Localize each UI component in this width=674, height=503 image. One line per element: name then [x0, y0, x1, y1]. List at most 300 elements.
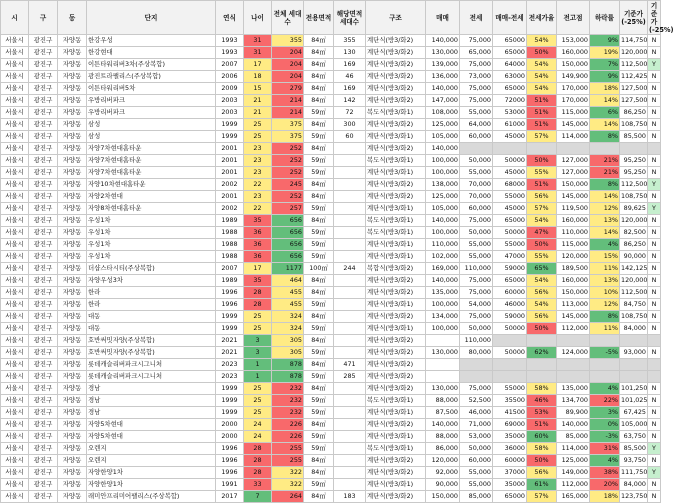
cell-district[interactable]: 광진구	[29, 191, 58, 203]
cell-flag[interactable]: N	[648, 455, 661, 467]
cell-ratio[interactable]: 46%	[527, 395, 557, 407]
cell-district[interactable]: 광진구	[29, 443, 58, 455]
cell-flag[interactable]: N	[648, 155, 661, 167]
cell-year[interactable]: 2017	[216, 491, 244, 503]
cell-year[interactable]: 1988	[216, 239, 244, 251]
cell-units[interactable]: 305	[272, 335, 304, 347]
cell-complex[interactable]: 삼성	[87, 119, 216, 131]
cell-age[interactable]: 28	[244, 455, 272, 467]
table-row[interactable]	[1, 227, 661, 239]
cell-dong[interactable]: 자양동	[58, 239, 87, 251]
cell-ratio[interactable]: 54%	[527, 215, 557, 227]
cell-flag[interactable]: N	[648, 299, 661, 311]
cell-jeonse[interactable]: 50,000	[460, 155, 493, 167]
cell-gap[interactable]: 65000	[493, 275, 527, 287]
cell-year[interactable]: 2003	[216, 107, 244, 119]
cell-units[interactable]: 324	[272, 311, 304, 323]
cell-jeonse[interactable]: 80,000	[460, 347, 493, 359]
cell-units[interactable]: 1177	[272, 263, 304, 275]
cell-area-units[interactable]	[334, 431, 366, 443]
cell-flag[interactable]: Y	[648, 179, 661, 191]
cell-age[interactable]: 7	[244, 491, 272, 503]
cell-drop[interactable]: 20%	[590, 479, 620, 491]
table-row[interactable]	[1, 479, 661, 491]
column-header[interactable]: 매매	[426, 1, 460, 35]
cell-drop[interactable]: 4%	[590, 455, 620, 467]
cell-jeonse[interactable]: 54,000	[460, 299, 493, 311]
cell-district[interactable]: 광진구	[29, 359, 58, 371]
cell-drop[interactable]: 3%	[590, 407, 620, 419]
cell-gap[interactable]: 53000	[493, 107, 527, 119]
cell-year[interactable]: 1989	[216, 275, 244, 287]
cell-ratio[interactable]: 57%	[527, 203, 557, 215]
cell-structure[interactable]: 복도식(방3/화1)	[366, 155, 426, 167]
cell-area-units[interactable]	[334, 335, 366, 347]
cell-city[interactable]: 서울시	[1, 263, 29, 275]
cell-ratio[interactable]: 53%	[527, 407, 557, 419]
cell-area[interactable]: 59㎡	[304, 431, 334, 443]
cell-base[interactable]: 120,000	[620, 47, 648, 59]
cell-jeonse[interactable]: 75,000	[460, 287, 493, 299]
cell-area[interactable]: 84㎡	[304, 287, 334, 299]
cell-gap[interactable]: 68000	[493, 179, 527, 191]
cell-dong[interactable]: 자양동	[58, 107, 87, 119]
cell-base[interactable]: 108,750	[620, 311, 648, 323]
cell-flag[interactable]: Y	[648, 443, 661, 455]
cell-age[interactable]: 21	[244, 107, 272, 119]
cell-ratio[interactable]	[527, 359, 557, 371]
cell-gap[interactable]: 55000	[493, 239, 527, 251]
cell-age[interactable]: 28	[244, 287, 272, 299]
cell-units[interactable]: 204	[272, 59, 304, 71]
cell-area[interactable]: 59㎡	[304, 347, 334, 359]
cell-units[interactable]: 455	[272, 287, 304, 299]
cell-units[interactable]: 255	[272, 443, 304, 455]
cell-gap[interactable]: 63000	[493, 71, 527, 83]
cell-dong[interactable]: 자양동	[58, 347, 87, 359]
cell-peak[interactable]: 110,000	[557, 227, 590, 239]
cell-drop[interactable]: 14%	[590, 95, 620, 107]
cell-sale[interactable]: 140,000	[426, 83, 460, 95]
cell-peak[interactable]: 170,000	[557, 83, 590, 95]
cell-jeonse[interactable]: 70,000	[460, 191, 493, 203]
cell-area[interactable]: 59㎡	[304, 167, 334, 179]
cell-units[interactable]: 656	[272, 215, 304, 227]
table-row[interactable]	[1, 203, 661, 215]
cell-jeonse[interactable]: 73,000	[460, 71, 493, 83]
cell-area[interactable]: 100㎡	[304, 263, 334, 275]
cell-complex[interactable]: 자양한양1차	[87, 467, 216, 479]
cell-jeonse[interactable]: 50,000	[460, 323, 493, 335]
cell-units[interactable]: 455	[272, 299, 304, 311]
table-row[interactable]	[1, 419, 661, 431]
cell-area[interactable]: 84㎡	[304, 467, 334, 479]
cell-year[interactable]: 2007	[216, 263, 244, 275]
cell-jeonse[interactable]: 75,000	[460, 311, 493, 323]
cell-area-units[interactable]	[334, 215, 366, 227]
cell-jeonse[interactable]: 75,000	[460, 383, 493, 395]
cell-sale[interactable]: 130,000	[426, 47, 460, 59]
cell-area[interactable]: 59㎡	[304, 203, 334, 215]
table-row[interactable]	[1, 491, 661, 503]
cell-peak[interactable]: 113,000	[557, 299, 590, 311]
cell-jeonse[interactable]: 71,000	[460, 419, 493, 431]
cell-city[interactable]: 서울시	[1, 275, 29, 287]
cell-year[interactable]: 1996	[216, 443, 244, 455]
cell-base[interactable]: 93,750	[620, 455, 648, 467]
cell-city[interactable]: 서울시	[1, 83, 29, 95]
cell-sale[interactable]: 125,000	[426, 191, 460, 203]
cell-jeonse[interactable]: 55,000	[460, 479, 493, 491]
cell-district[interactable]: 광진구	[29, 491, 58, 503]
cell-age[interactable]: 24	[244, 431, 272, 443]
cell-units[interactable]: 252	[272, 167, 304, 179]
cell-flag[interactable]: N	[648, 239, 661, 251]
cell-peak[interactable]: 150,000	[557, 59, 590, 71]
cell-year[interactable]: 2006	[216, 71, 244, 83]
cell-area-units[interactable]	[334, 455, 366, 467]
cell-ratio[interactable]: 54%	[527, 59, 557, 71]
cell-area[interactable]: 59㎡	[304, 407, 334, 419]
table-row[interactable]	[1, 251, 661, 263]
column-header[interactable]: 나이	[244, 1, 272, 35]
table-row[interactable]	[1, 35, 661, 47]
cell-city[interactable]: 서울시	[1, 47, 29, 59]
cell-year[interactable]: 1999	[216, 323, 244, 335]
cell-drop[interactable]: 18%	[590, 83, 620, 95]
cell-base[interactable]: 111,750	[620, 467, 648, 479]
cell-dong[interactable]: 자양동	[58, 299, 87, 311]
cell-area-units[interactable]: 130	[334, 47, 366, 59]
cell-dong[interactable]: 자양동	[58, 131, 87, 143]
cell-base[interactable]: 120,000	[620, 275, 648, 287]
cell-dong[interactable]: 자양동	[58, 335, 87, 347]
table-row[interactable]	[1, 179, 661, 191]
cell-peak[interactable]: 149,900	[557, 71, 590, 83]
cell-area[interactable]: 59㎡	[304, 323, 334, 335]
cell-peak[interactable]: 135,000	[557, 383, 590, 395]
cell-structure[interactable]: 계단식(방3/화2)	[366, 59, 426, 71]
cell-age[interactable]: 28	[244, 443, 272, 455]
cell-gap[interactable]: 37000	[493, 467, 527, 479]
cell-age[interactable]: 17	[244, 263, 272, 275]
cell-dong[interactable]: 자양동	[58, 371, 87, 383]
cell-year[interactable]: 1999	[216, 119, 244, 131]
cell-city[interactable]: 서울시	[1, 215, 29, 227]
cell-year[interactable]: 1991	[216, 479, 244, 491]
cell-dong[interactable]: 자양동	[58, 443, 87, 455]
cell-structure[interactable]: 계단식(방3/화2)	[366, 311, 426, 323]
cell-base[interactable]: 89,625	[620, 203, 648, 215]
cell-year[interactable]: 1988	[216, 227, 244, 239]
cell-area-units[interactable]	[334, 155, 366, 167]
cell-base[interactable]: 85,500	[620, 131, 648, 143]
cell-area[interactable]: 84㎡	[304, 383, 334, 395]
cell-drop[interactable]: 21%	[590, 155, 620, 167]
cell-complex[interactable]: 자양5차현대	[87, 419, 216, 431]
cell-city[interactable]: 서울시	[1, 455, 29, 467]
cell-base[interactable]: 84,750	[620, 299, 648, 311]
cell-ratio[interactable]	[527, 335, 557, 347]
cell-units[interactable]: 252	[272, 155, 304, 167]
table-row[interactable]	[1, 371, 661, 383]
cell-area-units[interactable]	[334, 347, 366, 359]
cell-area[interactable]: 59㎡	[304, 251, 334, 263]
cell-dong[interactable]: 자양동	[58, 155, 87, 167]
cell-base[interactable]: 93,000	[620, 347, 648, 359]
cell-dong[interactable]: 자양동	[58, 119, 87, 131]
cell-gap[interactable]: 55000	[493, 383, 527, 395]
cell-base[interactable]: 63,750	[620, 431, 648, 443]
cell-drop[interactable]: 13%	[590, 215, 620, 227]
cell-city[interactable]: 서울시	[1, 359, 29, 371]
cell-flag[interactable]: N	[648, 35, 661, 47]
cell-city[interactable]: 서울시	[1, 311, 29, 323]
cell-drop[interactable]: 8%	[590, 131, 620, 143]
cell-dong[interactable]: 자양동	[58, 227, 87, 239]
cell-drop[interactable]	[590, 359, 620, 371]
cell-area-units[interactable]: 300	[334, 119, 366, 131]
cell-sale[interactable]: 138,000	[426, 179, 460, 191]
cell-flag[interactable]: N	[648, 347, 661, 359]
cell-complex[interactable]: 자양10차현대홈타운	[87, 179, 216, 191]
cell-jeonse[interactable]: 70,000	[460, 179, 493, 191]
cell-complex[interactable]: 자양7차현대홈타운	[87, 143, 216, 155]
cell-dong[interactable]: 자양동	[58, 275, 87, 287]
table-row[interactable]	[1, 455, 661, 467]
cell-sale[interactable]: 135,000	[426, 287, 460, 299]
cell-ratio[interactable]: 50%	[527, 155, 557, 167]
cell-area-units[interactable]: 183	[334, 491, 366, 503]
cell-drop[interactable]: 15%	[590, 251, 620, 263]
cell-district[interactable]: 광진구	[29, 431, 58, 443]
cell-complex[interactable]: 한라	[87, 287, 216, 299]
cell-area[interactable]: 84㎡	[304, 275, 334, 287]
cell-drop[interactable]: 14%	[590, 227, 620, 239]
cell-units[interactable]: 232	[272, 395, 304, 407]
cell-peak[interactable]: 149,000	[557, 467, 590, 479]
cell-age[interactable]: 22	[244, 179, 272, 191]
cell-complex[interactable]: 자양한양1차	[87, 479, 216, 491]
cell-district[interactable]: 광진구	[29, 371, 58, 383]
cell-city[interactable]: 서울시	[1, 431, 29, 443]
cell-area-units[interactable]	[334, 275, 366, 287]
table-row[interactable]	[1, 263, 661, 275]
cell-complex[interactable]: 더샵스타시티(주상복합)	[87, 263, 216, 275]
cell-ratio[interactable]: 65%	[527, 263, 557, 275]
cell-flag[interactable]: Y	[648, 59, 661, 71]
cell-dong[interactable]: 자양동	[58, 263, 87, 275]
cell-year[interactable]: 1999	[216, 395, 244, 407]
cell-base[interactable]: 101,025	[620, 395, 648, 407]
cell-gap[interactable]: 55000	[493, 191, 527, 203]
column-header[interactable]: 전용면적	[304, 1, 334, 35]
cell-gap[interactable]	[493, 371, 527, 383]
cell-flag[interactable]	[648, 359, 661, 371]
cell-age[interactable]: 25	[244, 383, 272, 395]
cell-complex[interactable]: 자양우성3차	[87, 275, 216, 287]
cell-flag[interactable]: N	[648, 431, 661, 443]
cell-area-units[interactable]: 60	[334, 131, 366, 143]
column-header[interactable]: 하락률	[590, 1, 620, 35]
cell-area[interactable]: 84㎡	[304, 95, 334, 107]
cell-ratio[interactable]: 56%	[527, 191, 557, 203]
cell-city[interactable]: 서울시	[1, 491, 29, 503]
table-row[interactable]	[1, 59, 661, 71]
cell-structure[interactable]: 복도식(방3/화1)	[366, 215, 426, 227]
cell-drop[interactable]: 18%	[590, 491, 620, 503]
cell-ratio[interactable]: 50%	[527, 323, 557, 335]
cell-dong[interactable]: 자양동	[58, 143, 87, 155]
cell-gap[interactable]: 50000	[493, 323, 527, 335]
cell-gap[interactable]: 60000	[493, 455, 527, 467]
cell-year[interactable]: 1988	[216, 251, 244, 263]
cell-complex[interactable]: 우방리버파크	[87, 107, 216, 119]
table-row[interactable]	[1, 395, 661, 407]
cell-peak[interactable]: 145,000	[557, 191, 590, 203]
cell-age[interactable]: 36	[244, 227, 272, 239]
cell-district[interactable]: 광진구	[29, 215, 58, 227]
cell-year[interactable]: 1999	[216, 311, 244, 323]
cell-peak[interactable]: 160,000	[557, 215, 590, 227]
cell-structure[interactable]: 계단식(방3/화2)	[366, 95, 426, 107]
cell-ratio[interactable]: 47%	[527, 227, 557, 239]
cell-gap[interactable]: 41500	[493, 407, 527, 419]
cell-base[interactable]: 90,000	[620, 251, 648, 263]
cell-ratio[interactable]: 56%	[527, 311, 557, 323]
cell-complex[interactable]: 삼성	[87, 131, 216, 143]
cell-jeonse[interactable]: 64,000	[460, 119, 493, 131]
cell-city[interactable]: 서울시	[1, 395, 29, 407]
cell-city[interactable]: 서울시	[1, 95, 29, 107]
table-row[interactable]	[1, 323, 661, 335]
cell-complex[interactable]: 우성1차	[87, 251, 216, 263]
cell-year[interactable]: 2000	[216, 431, 244, 443]
cell-district[interactable]: 광진구	[29, 467, 58, 479]
cell-flag[interactable]	[648, 371, 661, 383]
cell-peak[interactable]: 153,000	[557, 35, 590, 47]
cell-age[interactable]: 31	[244, 47, 272, 59]
cell-dong[interactable]: 자양동	[58, 431, 87, 443]
cell-peak[interactable]: 85,000	[557, 431, 590, 443]
cell-jeonse[interactable]: 55,000	[460, 251, 493, 263]
cell-age[interactable]: 36	[244, 251, 272, 263]
cell-sale[interactable]: 169,000	[426, 263, 460, 275]
cell-structure[interactable]: 계단식(방3/화1)	[366, 167, 426, 179]
cell-units[interactable]: 279	[272, 83, 304, 95]
cell-ratio[interactable]: 50%	[527, 239, 557, 251]
table-row[interactable]	[1, 335, 661, 347]
cell-district[interactable]: 광진구	[29, 47, 58, 59]
cell-sale[interactable]: 100,000	[426, 323, 460, 335]
cell-ratio[interactable]	[527, 371, 557, 383]
cell-district[interactable]: 광진구	[29, 263, 58, 275]
cell-area[interactable]: 59㎡	[304, 227, 334, 239]
cell-ratio[interactable]: 54%	[527, 275, 557, 287]
cell-year[interactable]: 2021	[216, 347, 244, 359]
cell-structure[interactable]: 계단식(방3/화2)	[366, 275, 426, 287]
cell-city[interactable]: 서울시	[1, 179, 29, 191]
cell-peak[interactable]	[557, 371, 590, 383]
cell-jeonse[interactable]	[460, 359, 493, 371]
cell-flag[interactable]: N	[648, 215, 661, 227]
table-row[interactable]	[1, 443, 661, 455]
cell-district[interactable]: 광진구	[29, 323, 58, 335]
cell-dong[interactable]: 자양동	[58, 35, 87, 47]
cell-age[interactable]: 23	[244, 167, 272, 179]
cell-jeonse[interactable]: 75,000	[460, 215, 493, 227]
cell-jeonse[interactable]: 55,000	[460, 107, 493, 119]
cell-base[interactable]: 84,000	[620, 479, 648, 491]
cell-peak[interactable]: 170,000	[557, 95, 590, 107]
cell-peak[interactable]: 150,000	[557, 179, 590, 191]
cell-district[interactable]: 광진구	[29, 287, 58, 299]
cell-ratio[interactable]: 60%	[527, 431, 557, 443]
cell-dong[interactable]: 자양동	[58, 71, 87, 83]
column-header[interactable]: 단지	[87, 1, 216, 35]
cell-complex[interactable]: 호반써밋자양(주상복합)	[87, 335, 216, 347]
cell-complex[interactable]: 자양2차현대	[87, 191, 216, 203]
table-row[interactable]	[1, 119, 661, 131]
cell-structure[interactable]: 계단식(방3/화2)	[366, 47, 426, 59]
cell-base[interactable]: 142,125	[620, 263, 648, 275]
cell-age[interactable]: 25	[244, 131, 272, 143]
cell-area[interactable]: 59㎡	[304, 155, 334, 167]
cell-ratio[interactable]: 50%	[527, 47, 557, 59]
cell-area[interactable]: 84㎡	[304, 455, 334, 467]
cell-units[interactable]: 656	[272, 239, 304, 251]
cell-peak[interactable]: 140,000	[557, 419, 590, 431]
cell-area[interactable]: 84㎡	[304, 311, 334, 323]
cell-year[interactable]: 1996	[216, 467, 244, 479]
cell-dong[interactable]: 자양동	[58, 383, 87, 395]
cell-area[interactable]: 84㎡	[304, 359, 334, 371]
column-header[interactable]: 전세가율	[527, 1, 557, 35]
cell-district[interactable]: 광진구	[29, 179, 58, 191]
cell-year[interactable]: 2002	[216, 203, 244, 215]
cell-base[interactable]: 123,750	[620, 491, 648, 503]
cell-sale[interactable]: 140,000	[426, 215, 460, 227]
cell-peak[interactable]: 127,000	[557, 167, 590, 179]
table-row[interactable]	[1, 299, 661, 311]
cell-flag[interactable]: N	[648, 323, 661, 335]
table-row[interactable]	[1, 107, 661, 119]
cell-dong[interactable]: 자양동	[58, 215, 87, 227]
cell-year[interactable]: 2023	[216, 359, 244, 371]
column-header[interactable]: 시	[1, 1, 29, 35]
cell-age[interactable]: 1	[244, 371, 272, 383]
cell-ratio[interactable]: 55%	[527, 167, 557, 179]
cell-city[interactable]: 서울시	[1, 323, 29, 335]
cell-base[interactable]: 101,250	[620, 383, 648, 395]
cell-drop[interactable]: 21%	[590, 167, 620, 179]
cell-flag[interactable]: N	[648, 491, 661, 503]
cell-city[interactable]: 서울시	[1, 407, 29, 419]
cell-city[interactable]: 서울시	[1, 203, 29, 215]
cell-flag[interactable]: N	[648, 407, 661, 419]
cell-units[interactable]: 204	[272, 71, 304, 83]
cell-gap[interactable]: 65000	[493, 491, 527, 503]
cell-district[interactable]: 광진구	[29, 407, 58, 419]
column-header[interactable]: 전세	[460, 1, 493, 35]
cell-complex[interactable]: 자양8차현대홈타운	[87, 203, 216, 215]
column-header[interactable]: 동	[58, 1, 87, 35]
cell-sale[interactable]: 110,000	[426, 239, 460, 251]
cell-district[interactable]: 광진구	[29, 347, 58, 359]
cell-drop[interactable]: 11%	[590, 323, 620, 335]
column-header[interactable]: 매매-전세	[493, 1, 527, 35]
cell-peak[interactable]: 112,000	[557, 479, 590, 491]
